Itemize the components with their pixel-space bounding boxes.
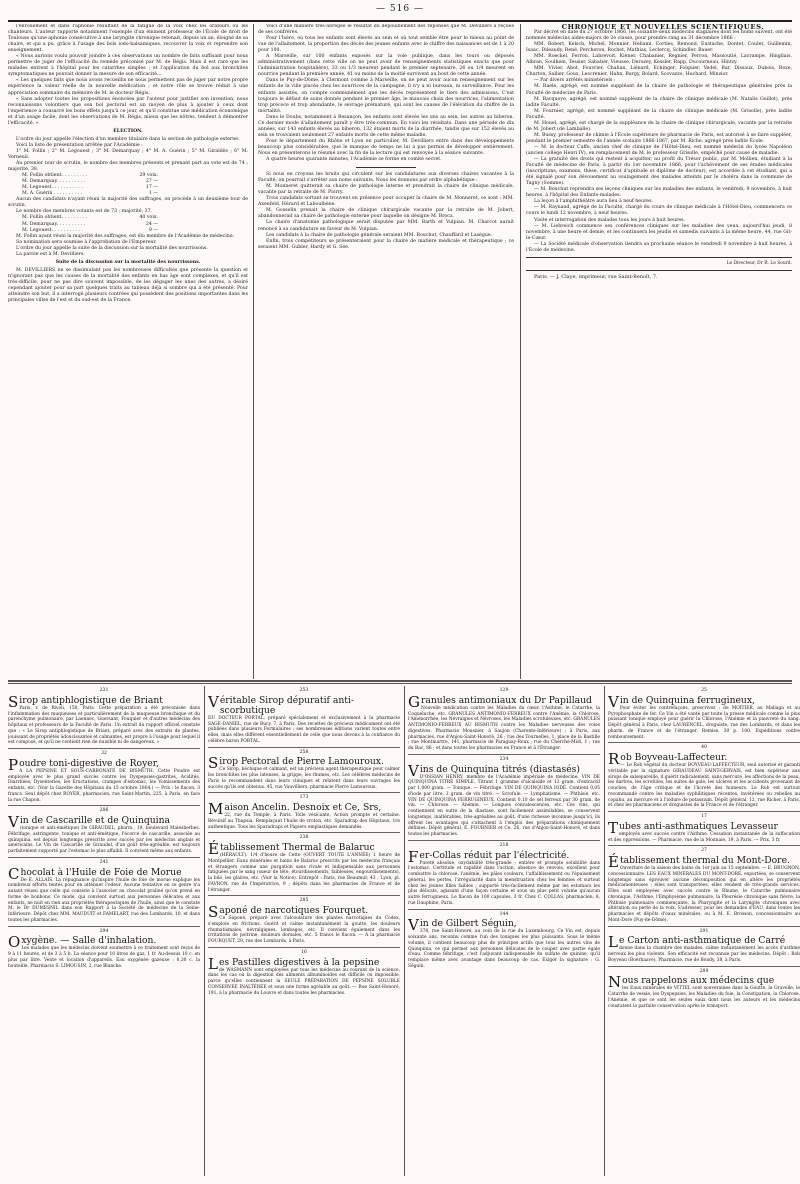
section-heading-discussion: Suite de la discussion sur la mortalité des nourrissons. — [55, 259, 201, 265]
signature-rule — [526, 257, 792, 258]
ad-divider — [8, 926, 200, 927]
ad-body: Paris, r. de Rivoli, 150, Paris. Cette préparation a été préconisée dans l'inflammation des muqueuses et particulièrement de la muqueuse bronchique et du parenchyme pulmonaire, par Laennec, Guersant, Fouquier et d'autres médecins des hôpitaux et professeurs de la Faculté de Paris. Un extrait du rapport officiel constate que : « Le Sirop antiphlogistique de Briant, préparé avec des extraits de plantes, jouissant de propriétés adoucissantes et calmantes, est propre à l'usage pour lequel il est composé, et qu'il ne contient rien de nuisible ni de dangereux. » — [8, 705, 200, 746]
ad-body: 22, rue du Temple, à Paris. Toile vésicante, Action prompte et certaine. Révulsif au Thapsia. Remplaçant l'huile de croton, etc. Sparadrap des Hôpitaux. 1re authentique. Tous les Sparadraps et Papiers emplastiques demandés. — [208, 813, 400, 830]
director-signature: Le Directeur, Dr R. Le Sourd. — [726, 260, 792, 266]
ad-body: Nouvelle médication contre les Maladies du cœur, l'Asthme, le Catarrhe, la Coqueluche, etc. GRANULES ANTIMONIO-FERREUX contre l'Anémie, la Chlorose, l'Aménorrhée, les Névralgies et Névroses, les Maladies scrofuleuses, etc. GRANULES ANTIMONIO-FERREUX AU BISMUTH contre les Maladies nerveuses des voies digestives. Pharmacie Mousnier, à Saujon (Charente-Inférieure) ; à Paris, aux pharmacies, rue d'Anjou-Saint-Honoré, 26 ; rue des Tournelles, 1, place de la Bastille ; rue Montmartre, 141, pharmacie de Paraguay-Roux ; rue du Cherche-Midi, 1 ; rue du Bac, 86 ; et dans toutes les pharmacies en France et à l'Étranger. — [408, 705, 600, 751]
paragraph: M. Fournier, agrégé, est nommé suppléant de la chaire de clinique médicale (M. Grisolle), près ladite Faculté. — [526, 108, 792, 120]
second-ballot-results — [8, 215, 248, 233]
paragraph: MM. Vivier, Abot, Fouvrier, Chalian, Liénard, Echinger, Folquier, Vedel, Bar, Dissaux, Dubois, Roze, Charton, Sallier, Goux, Lescrenier, Hahn, Bargy, Bolard, Scovazzo, Huchard, Minzior. — [526, 66, 792, 78]
paragraph: « Nous aurions voulu pouvoir joindre à ces observations un nombre de faits suffisant pour nous permettre de juger de l'efficacité du remède préconisé par M. de Régis. Mais il est rare que les malades entrent à l'hôpital pour les catarrhes simples ; et l'application du bol aux bronchites symptomatiques ne pouvait donner la mesure de son efficacité... — [8, 54, 248, 78]
chronicle-title: CHRONIQUE ET NOUVELLES SCIENTIFIQUES. — [561, 24, 765, 31]
advertisement — [608, 688, 800, 740]
paragraph: L'ordre du jour appelle la suite de la discussion sur la mortalité des nourrissons. — [16, 245, 208, 251]
ad-code: 32 — [101, 751, 107, 756]
advertisement — [608, 848, 800, 923]
paragraph: Sa nomination sera soumise à l'approbation de l'Empereur. — [16, 239, 157, 245]
paragraph: Par décret en date du 27 octobre 1866, les soixante-deux médecins stagiaires dont les noms suivent, ont été nommés médecins aides-majors de 2e classe, pour prendre rang au 31 décembre 1866 : — [526, 30, 792, 42]
ad-divider — [408, 840, 600, 841]
paragraph: Dans le Doubs, notamment à Besançon, les enfants sont élevés les uns au sein, les autres au biberon. Ce dernier mode d'allaitement paraît y être très-commun. En voici les résultats. Dans une période de dix années, sur 143 enfants élevés au biberon, 132 étaient morts de la diarrhée, tandis que sur 152 élevés au sein se trouvaient seulement 27 enfants morts de cette même maladie. — [258, 114, 514, 138]
paragraph: — M. Liebreich commence ses conférences cliniques sur les maladies des yeux, aujourd'hui jeudi, 8 novembre, à une heure et demie, et les continuera les jeudis et samedis suivants à la même heure, 44, rue Git-le-Cœur. — [526, 223, 792, 241]
ad-divider — [208, 832, 400, 833]
paragraph: — M. Raynaud, agrégé de la Faculté, chargé du cours de clinique médicale à l'Hôtel-Dieu, commencera ce cours le lundi 12 novembre, à neuf heures. — [526, 205, 792, 217]
ad-code: 17 — [701, 814, 707, 819]
candidate-name: M. Follin obtient. . . . . . . . . — [22, 173, 87, 179]
header-rule — [8, 20, 792, 22]
page-number: — 516 — — [376, 4, 424, 14]
candidate-name: M. Follin obtient. . . . . . . . . — [22, 215, 87, 221]
ad-column-3 — [408, 686, 600, 1176]
ad-code: 234 — [499, 756, 509, 762]
ad-title: Granules antimoniaux du Dr Papillaud — [408, 692, 592, 711]
paragraph: Si nous en croyons les bruits qui circulent sur les candidatures aux diverses chaires vacantes à la Faculté, on pourrait s'arrêter aux noms suivants. Nous les donnons par ordre alphabétique : — [258, 172, 514, 184]
ad-body: (HÉRAULT). 1/4 d'heure de Cette (OUVERT TOUTE L'ANNÉE) 1 heure de Montpellier. Eaux minérales et bains de Balaruc prescrits par les médecins français et étrangers comme une purgation sans rivale et indispensable aux personnes fatiguées par le sang (sueur de tête, étourdissements, faiblesses, engourdissements), la bile, les glaires, etc. (Voir la Notice). Entrepôt : Paris, rue Beaumur, 43 ; Lyon, pl. FAVRON, rue de l'Impératrice, 9 ; dépôts dans les pharmacies de France et de l'étranger. — [208, 853, 400, 893]
ad-divider — [608, 966, 800, 967]
advertisement — [608, 969, 800, 1010]
ad-column-1 — [8, 686, 200, 1176]
paragraph: Le nombre des membres votants est de 73 ; majorité, 37. — [16, 209, 153, 215]
ad-body: De E. ALLAIS. La répugnance qu'inspire l'huile de foie de morue explique les nombreux efforts tentés pour en atténuer l'odeur. Aucune tentative en ce genre n'a autant réussi que celle qui consiste à l'associer au chocolat praliné qu'on prend en forme de bonbons. Ce mode, qui convient surtout aux personnes délicates et aux enfants, ne nuit en rien aux propriétés thérapeutiques de l'huile, ainsi que le constate M. le Dr DUMESNIL dans son Rapport à la Société de médecine de la Seine-Inférieure. Dépôt chez MM. MAUDUIT et FAMELART, rue des Lombards, 10, et dans toutes les pharmacies. — [8, 877, 200, 923]
paragraph: Les candidats à la chaire de pathologie générale seraient MM. Bouchut, Chauffard et Lasègue. — [266, 232, 493, 238]
advertisement — [408, 688, 600, 752]
ad-divider — [208, 792, 400, 793]
advertisement — [8, 751, 200, 803]
paragraph: — M. le docteur Caffe, ancien chef de clinique de l'Hôtel-Dieu, est nommé médecin du lycée Napoléon (ancien collège Henri IV), en remplacement de M. le professeur Grisolle, empêché pour cause de maladie. — [526, 144, 792, 156]
vote-count: 17 — — [145, 185, 158, 191]
ad-title: Vin de Quinquina ferrugineux, — [608, 692, 755, 711]
column-divider — [520, 24, 521, 679]
ad-title: Vin de Gilbert Séguin, — [408, 916, 517, 935]
ad-column-4 — [608, 686, 800, 1176]
ad-divider — [208, 747, 400, 748]
ad-code: 40 — [701, 745, 707, 751]
paragraph: — La gratuité des droits qui restent à acquitter, au profit du Trésor public, par M. Mollien, étudiant à la Faculté de médecine de Paris, à partir du 1er novembre 1866, pour l'achèvement de ses études médicales (inscriptions, examens, thèse, certificat d'aptitude et diplôme de docteur), est accordée à cet étudiant, qui a été signalé pour son dévouement au soulagement des malades atteints par le choléra dans la commune de Tagny (Somme). — [526, 157, 792, 187]
advertisement — [208, 688, 400, 745]
ad-column-divider — [404, 686, 405, 1176]
paragraph: M. Monneret quitterait sa chaire de pathologie interne et prendrait la chaire de clinique médicale, vacante par la retraite de M. Piorry. — [258, 184, 514, 196]
article-column-1 — [8, 24, 248, 304]
ad-code: 285 — [299, 898, 309, 904]
ad-divider — [608, 926, 800, 927]
ad-code: 25 — [701, 688, 707, 693]
ad-title: Tubes anti-asthmatiques Levasseur — [608, 818, 778, 837]
ad-title: Véritable Sirop dépuratif anti-scorbutique — [208, 692, 354, 716]
ad-title: Les Pastilles digestives à la pepsine — [208, 954, 380, 973]
first-ballot-results — [8, 173, 248, 197]
ad-body: D'OSSIAN HENRY, membre de l'Académie impériale de médecine. VIN DE QUINQUINA TITRÉ SIMPLE. Titrant 1 gramme d'alcaloïde et 12 gram. d'extractif par 1,000 gram. — Tonique. — Fébrifuge. VIN DE QUINQUINA IODÉ. Contient 0,05 d'iode par litre, 2 gram. de vin titré. — Scrofule. — Lymphatisme. — Phthisie, etc. VIN DE QUINQUINA FERRUGINEUX. Contient 0,10 de sel ferreux par 30 gram. de vin. — Chlorose. — Anémie. — Longues convalescences, etc. Ces vins, qui contiennent en outre de la diastase, sont facilement assimilables, se conservent longtemps, inaltérables, très-agréables au goût, d'une richesse inconnue jusqu'ici, ils offrent les avantages qui s'attachent à l'emploi des préparations chimiquement définies. Dépôt général, E. FOURNIER et Ce, 26, rue d'Anjou-Saint-Honoré, et dans toutes les pharmacies. — [408, 774, 600, 837]
paragraph: M. Follin ayant réuni la majorité des suffrages, est élu membre de l'Académie de médecine. — [16, 233, 235, 239]
advertisement — [608, 745, 800, 809]
paragraph: Au premier tour de scrutin, le nombre des membres présents et prenant part au vote est de 74 ; majorité, 38. — [8, 161, 248, 173]
paragraph: 1° M. Follin ; 2° M. Legouest ; 3° M. Demarquay ; 4° M. A. Guérin ; 5° M. Giraldès ; 6° M. Verneuil. — [8, 148, 248, 160]
ad-body: Ce Saponé, préparé avec l'alcoolature des plantes narcotiques du Codex, s'emploie en frictions. Guérit et calme instantanément la goutte, les douleurs rhumatismales, névralgiques, lombagos, etc. Il convient également dans les irritations de poitrine, douleurs dorsales, etc. 5 francs le flacon. — A la pharmacie FOURQUET, 29, rue des Lombards, à Paris. — [208, 916, 400, 944]
candidate-name: M. Demarquay. . . . . . . . . . — [22, 221, 85, 227]
paragraph: Voici la liste de présentation arrêtée par l'Académie : — [16, 142, 143, 148]
ad-code: 291 — [699, 928, 709, 934]
ads-separator-thin — [8, 683, 792, 684]
printer-imprint: Paris. — J. Claye, imprimeur, rue Saint-Benoît, 7. — [534, 273, 658, 280]
ad-body: employés avec succès contre l'Asthme. Cessation instantanée de la suffocation et des oppressions. — Pharmacie, rue de la Monnaie, 19, à Paris. — Prix, 3 fr. — [608, 831, 800, 843]
ad-title: Vins de Quinquina titrés (diastasés) — [408, 761, 580, 780]
vote-count: 27 — — [145, 179, 158, 185]
ad-code: 144 — [499, 911, 509, 917]
paragraph: La chaire d'anatomie pathologique serait disputée par MM. Barth et Vulpian. M. Charcot aurait renoncé à sa candidature en faveur de M. Vulpian. — [258, 220, 514, 232]
ad-code: 173 — [299, 795, 309, 801]
ad-code: 253 — [299, 688, 309, 693]
ad-body: Pour éviter les contrefaçons, prescrivez : de MOITIER, au Maliaga et au Pyrophosphate de fer. Ce Vin a été vanté par toute la presse médicale comme le plus puissant tonique employé pour guérir la Chlorose, l'Anémie et la pauvreté du sang. Dépôt général à Paris, chez LAURENCEL, droguiste, rue des Lombards, et dans les pharm. de France et de l'étranger. Remise, 30 p. 100. Expéditions contre remboursement. — [608, 705, 800, 740]
advertisement — [208, 750, 400, 791]
ad-title: Vin de Cascarille et de Quinquina — [8, 813, 170, 831]
vote-count: 24 — — [145, 221, 158, 227]
paragraph: « Sans adopter toutes les propositions énoncées par l'auteur pour justifier son invention, nous reconnaissons volontiers que son bol pectoral est un moyen de plus à ajouter à ceux dont l'expérience a consacré les bons effets jusqu'à ce jour, et qu'il constitue une médication économique et d'un usage facile, dont les observations de M. Régis, mieux que les nôtres, tendent à démontrer l'efficacité. » — [8, 96, 248, 126]
ad-body: DU DOCTEUR PORTAL, préparé spécialement et exclusivement à la pharmacie SAGE-DANIEL, rue de Bucy, 7, à Paris. Des recettes de précieux médicament ont été publiées dans plusieurs Formulaires ; ses nombreuses éditions varient toutes entre elles, mais elles diffèrent essentiellement de celle que nous devons à la confiance du célèbre baron PORTAL. — [208, 715, 400, 744]
advertisement — [208, 795, 400, 830]
ad-code: 241 — [99, 859, 109, 865]
ad-column-divider — [604, 686, 605, 1176]
paragraph: — M. Bouchut reprendra ses leçons cliniques sur les maladies des enfants, le vendredi, 9 novembre, à huit heures, à l'hôpital des Enfants-malades. — [526, 187, 792, 199]
ad-title: Saponé de narcotiques Fourquet. — [208, 903, 369, 921]
paragraph: A Marseille, sur 100 enfants exposés sur la voie publique, dans les tours ou déposés administrativement (dans cette ville on ne peut avoir de renseignements statistiques exacts que pour l'administration hospitalière), 33 ou 1/3 meurent pendant le premier septenaire, 26 ou 1/4 meurent en nourrice pendant la première année, 41 ou moins de la moitié survivent au bout de cette année. — [258, 54, 514, 78]
paragraph: La leçon à l'amphithéâtre aura lieu à neuf heures. — [534, 199, 653, 205]
ad-divider — [608, 742, 800, 743]
paragraph: Enfin, trois compétiteurs se présenteraient pour la chaire de matière médicale et thérapeutique ; ce seraient MM. Gubler, Hardy et G. Sée. — [258, 238, 514, 250]
ad-title: Nous rappelons aux médecins que — [608, 973, 775, 992]
advertisement-section — [8, 686, 800, 1176]
ad-divider — [408, 754, 600, 755]
ad-code: 258 — [299, 749, 309, 755]
paragraph: M. Raele, agrégé, est nommé suppléant de la chaire de pathologie et thérapeutique générales près la Faculté de médecine de Paris. — [526, 84, 792, 96]
ads-separator — [8, 680, 792, 682]
ad-body: donne dans la chambre des malades, calme instantanément les accès d'asthme nerveux les plus violents. Son efficacité est reconnue par les médecins. Dépôt : Rob Boyveau (Boerhaave), Pharmacie, rue de Bondy, 38, à Paris. — [608, 946, 800, 963]
advertisement — [208, 835, 400, 893]
ad-code: 294 — [99, 928, 109, 934]
ad-title: Établissement thermal du Mont-Dore. — [608, 853, 790, 871]
candidate-name: M. Demarquay. . . . . . . . . . — [22, 179, 85, 185]
paragraph: Trois candidats sortant se trouvent en présence pour occuper la chaire de M. Monneret, ce sont : MM. Axenfeld, Hérard et Laboulbène. — [258, 196, 514, 208]
advertisement — [408, 843, 600, 907]
ad-code: 238 — [299, 835, 309, 841]
column-divider — [253, 24, 254, 679]
ad-body: les Eaux minérales de VITTEL sont souveraines dans la Goutte, la Gravelle, le Catarrhe de vessie, les Dyspepsies, les Maladies du foie, la Constipation, la Chlorose, l'Anémie, et que ce sont les seules eaux dont nous les auteurs et les médecins constatent la parfaite conservation après le transport. — [608, 986, 800, 1009]
ad-divider — [408, 909, 600, 910]
paragraph: Visite et interrogation des malades tous les jours à huit heures. — [534, 217, 686, 223]
paragraph: M. Houel, agrégé, est chargé de la suppléance de la chaire de clinique chirurgicale, vacante par la retraite de M. Jobert (de Lamballe). — [526, 120, 792, 132]
paragraph: M. Bussy, professeur de chimie à l'École supérieure de pharmacie de Paris, est autorisé à se faire suppléer, pendant le premier semestre de l'année scolaire 1866-1867, par M. Riche, agrégé près ladite École. — [526, 132, 792, 144]
paragraph: — La Société médicale d'observation tiendra sa prochaine séance le vendredi 9 novembre à huit heures, à l'École de médecine. — [526, 241, 792, 253]
paragraph: l'enrouement et dans l'aphonie résultant de la fatigue de la voix chez les orateurs ou les chanteurs. L'auteur rapporte notamment l'exemple d'un éminent professeur de l'École de droit de Toulouse qu'une aphonie consécutive à une laryngite chronique retenait, depuis un an, éloigné de sa chaire, et qui a pu, grâce à l'usage des bols iodo-balsamiques, recouvrer la voix et reprendre son enseignement. — [8, 24, 248, 54]
paragraph: M. DEVILLIERS ne se dissimulant pas les nombreuses difficultés que présente la question et n'ignorant pas que les causes de la mortalité des enfants en bas âge sont complexes, et qu'il est très-difficile, pour ne pas dire souvent impossible, de les dégager les unes des autres, a désiré cependant ajouter pour sa part quelques traits au tableau déjà si sombre qui a été présenté. Pour atteindre son but, il a interrogé plusieurs contrées qui possèdent des positions importantes dans les principales villes de l'est et du sud-est de la France. — [8, 267, 248, 304]
advertisement — [408, 912, 600, 970]
paragraph: MM. Roeckel, Ferron, Labrevoit, Kiener, Chabanier, Regnier, Perron, Massoutié, Lacrampe, Hingilais, Albran, Soulhem, Tessier, Sabatier, Vieusse, Derozey, Kessler, Rapp, Ducourneau, Hintzy. — [526, 54, 792, 66]
paragraph: MM. Robert, Kelsch, Michel, Monnier, Heliami, Corties, Remond, Eustache, Dontet, Coulet, Guillemin, Isaac, Dileaudy, René, Percheron, Rochet, Mathias, Leclercq, Schindler, Bauer. — [526, 42, 792, 54]
paragraph: L'ordre du jour appelle l'élection d'un membre titulaire dans la section de pathologie externe. — [16, 136, 240, 142]
article-column-2 — [258, 24, 514, 251]
advertisement — [608, 814, 800, 843]
ad-code: 231 — [99, 688, 109, 693]
ad-divider — [608, 811, 800, 812]
ad-body: 378, rue Saint-Honoré, au coin de la rue du Luxembourg. Ce Vin est, depuis soixante ans, reconnu comme l'un des toniques les plus puissants. Sous le même volume, il contient beaucoup plus de principes actifs que tous les autres vins de Quinquina, ce qui permet aux personnes délicates de le couper avec partie égale d'eau. Comme fébrifuge, c'est l'adjuvant indispensable du sulfate de quinine, qu'il remplace même avec avantage dans beaucoup de cas. Exiger la signature : G. Séguin. — [408, 929, 600, 969]
ad-divider — [8, 805, 200, 806]
ad-title: Poudre toni-digestive de Royer, — [8, 755, 160, 774]
advertisement — [8, 860, 200, 924]
ad-divider — [608, 845, 800, 846]
advertisement — [208, 898, 400, 945]
ad-code: 16 — [301, 949, 307, 955]
advertisement — [408, 757, 600, 838]
advertisement — [8, 929, 200, 970]
ad-divider — [8, 857, 200, 858]
paragraph: Pour le département du Rhône et Lyon en particulier, M. Devilliers entre dans des développements beaucoup plus considérables, que le manque de temps ne lui a pas permis de développer entièrement. Nous en présenterons le résumé avec la fin de la lecture qui est renvoyée à la séance suivante. — [258, 138, 514, 156]
paragraph: M. Bacquoye, agrégé, est nommé suppléant de la chaire de clinique médicale (M. Natalis Guillot), près ladite Faculté. — [526, 96, 792, 108]
article-column-3 — [526, 24, 792, 280]
vote-count: 29 voix. — [139, 173, 158, 179]
ad-body: (tonique et anti-émétique) De GIRAUDEL, pharm., 19, boulevard Malesherbes. Fébrifuge, astringente, tonique et anti-émétique, l'écorce de cascarille, associée au quinquina, est depuis longtemps prescrite avec succès par les médecins anglais et américains. Le Vin de Cascarille de Giraudel, d'un goût très-agréable, est toujours parfaitement supporté par l'estomac le plus affaibli. Il convient même aux enfants. — [8, 826, 200, 854]
ad-body: Ce Sirop, béchique et calmant, est un précieux agent thérapeutique pour calmer les bronchites les plus intenses, la grippe, les rhumes, etc. Les célèbres médecins de Paris le recommandent dans leurs cliniques et relatent dans leurs ouvrages les succès qu'ils ont obtenus. 45, rue Vauvilliers, pharmacie Pierre Lamouroux. — [208, 767, 400, 790]
vote-count: 40 voix. — [139, 215, 158, 221]
ad-body: — Le Rob végétal du docteur BOYVEAU-LAFFECTEUR, seul autorisé et garanti véritable par la signature GIRAUDEAU SAINT-GERVAIS, est bien supérieur aux sirops de salsepareille, il guérit radicalement, sans mercure, les affections de la peau, les dartres, les scrofules, les suites de gale, les ulcères et les accidents provenant de couches, de l'âge critique et de l'âcreté des humeurs. Le Rob est surtout recommandé contre les maladies syphilitiques récentes, invétérées ou rebelles au copahu, au mercure et à l'iodure de potassium. Dépôt général, 12, rue Richer, à Paris, et chez les pharmaciens et droguistes de la France et de l'étranger. — [608, 763, 800, 809]
ad-code: 286 — [99, 808, 109, 814]
ad-title: Rob Boyveau-Laffecteur. — [608, 750, 728, 768]
ad-title: Sirop Pectoral de Pierre Lamouroux. — [208, 754, 384, 773]
candidate-name: M. A. Guérin . . . . . . . . . . — [22, 191, 83, 197]
imprint-rule — [526, 270, 792, 271]
paragraph: — Par divers arrêtés ministériels : — [534, 78, 616, 84]
section-separator — [356, 167, 416, 168]
paragraph: Voici d'une manière très-abrégée le résultat du dépouillement des réponses que M. Devilliers a reçues de ses confrères. — [258, 24, 514, 36]
ad-body: Les malades que les médecins doivent soumettre à ce traitement sont reçus de 9 à 11 heures, et de 3 à 5 h. La séance pour 10 litres de gaz, 1 fr. Au-dessus 10 c. en plus par litre. Vente et location d'appareils. Eau oxygénée gazeuse : 0,30 c. la bouteille. Pharmacie S. LIMOUSIN, 2, rue Blanche. — [8, 946, 200, 969]
ad-divider — [8, 748, 200, 749]
paragraph: Aucun des candidats n'ayant réuni la majorité des suffrages, on procède à un deuxième tour de scrutin. — [8, 197, 248, 209]
advertisement — [608, 929, 800, 964]
advertisement — [8, 808, 200, 855]
advertisement — [8, 688, 200, 746]
ad-body: Pureté absolue, oxydabilité très-grande ; entière et prompte solubilité dans l'estomac. Certitude et rapidité dans l'action, absence de renvois, excellent pour combattre la chlorose, l'anémie, les pâles couleurs, l'affaiblissement ou l'épuisement général, les pertes, l'irrégularité dans la menstruation chez les femmes et surtout chez les jeunes filles faibles ; supporté très-facilement même par les estomacs les plus délicats, agissant d'une façon certaine et sous un plus petit volume qu'aucun autre ferrugineux. Le flacon de 100 capsules, 3 fr. Chez C. COLLAS, pharmacien, 8, rue Dauphine, Paris. — [408, 860, 600, 906]
ad-code: 289 — [699, 968, 709, 974]
candidate-name: M. Legouest. . . . . . . . . . . — [22, 227, 83, 233]
ad-title: Oxygène. — Salle d'inhalation. — [8, 933, 157, 952]
ad-divider — [208, 947, 400, 948]
paragraph: M. Gosselin prenait la chaire de clinique chirurgicale vacante par la retraite de M. Jobert, abandonnerait sa chaire de pathologie externe pour laquelle on désigne M. Broca. — [258, 208, 514, 220]
vote-count: 9 — — [148, 227, 158, 233]
paragraph: Pour l'Isère, où tous les enfants sont élevés au sein et où tout semble être pour le mieux au point de vue de l'allaitement, la proportion des décès des jeunes enfants avec le chiffre des naissances est de 1 à 20 pour 100. — [258, 36, 514, 54]
paragraph: Dans le Puy-de-Dôme, à Clermont comme à Marseille, on ne peut avoir aucun renseignement sur les enfants de la ville placés chez les nourrices de la campagne, il n'y a ni bureaux, ni surveillance. Pour les enfants assistés, on compte communément que les décès représentent le tiers des admissions. C'est toujours le défaut de soins donnés pendant le premier âge, le mauvais choix des nourrices, l'alimentation trop précoce et trop abondante, le sevrage prématuré, qui sont les causes de l'élévation du chiffre de la mortalité. — [258, 78, 514, 114]
ad-title: Fer-Collas réduit par l'électricité. — [408, 847, 570, 866]
ad-column-divider — [204, 686, 205, 1176]
ad-code: 129 — [499, 688, 509, 693]
advertisement — [208, 950, 400, 997]
section-heading-election: ÉLECTION. — [113, 128, 143, 134]
ad-column-2 — [208, 686, 400, 1176]
ad-title: Sirop antiphlogistique de Briant — [8, 692, 163, 711]
vote-count: 1 — — [148, 191, 158, 197]
paragraph: A quatre heures quarante minutes, l'Académie se forme en comité secret. — [266, 157, 442, 163]
ad-body: Ouverture de la saison des bains du 1er juin au 15 septembre. — E. BRUGNON, concessionnaire. LES EAUX MINÉRALES DU MONT-DORE, exportées, se conservent longtemps sans éprouver aucune décomposition qui en altère les propriétés médicamenteuses ; elles sont transportées, elles rendent de très-grands services. Elles sont employées avec succès contre le Rhume, le Catarrhe pulmonaire chronique, l'Asthme, l'Emphysème pulmonaire, la Pleurésie chronique sans fièvre, la Phthisie pulmonaire commençante, la Pharyngite et la Laryngite chroniques avec altération ou perte de la voix. S'adresser, pour les demandes d'EAU, dans toutes les pharmacies et dépôts d'eaux minérales, ou à M. E. Brosson, concessionnaire au Mont-Dore (Puy-de-Dôme). — [608, 866, 800, 923]
paragraph: La parole est à M. Devilliers. — [16, 251, 85, 257]
ad-code: 218 — [499, 842, 509, 848]
ad-title: Établissement Thermal de Balaruc — [208, 840, 375, 858]
ad-title: Chocolat à l'Huile de Foie de Morue — [8, 864, 182, 883]
ad-divider — [208, 895, 400, 896]
paragraph: « Les quelques faits que nous avons recueillis ne nous permettent pas de juger par notre propre expérience la valeur réelle de la nouvelle médication ; et notre rôle se trouve réduit à une appréciation sommaire du mémoire de M. le docteur Régis. — [8, 78, 248, 96]
ad-title: Le Carton anti-asthmatique de Carré — [608, 933, 786, 952]
ad-code: 27 — [701, 848, 707, 854]
ad-body: A LA PEPSINE ET SOUS-CARBONATE DE BISMUTH. Cette Poudre est employée avec le plus grand succès contre les Dyspepsies-gastrites, Acidités, Diarrhées, Dysenteries, les Éructations, crampes d'estomac, les Vomissements des enfants, etc. (Voir la Gazette des Hôpitaux du 15 octobre 1864.) — Prix : le flacon, 3 francs. Seul dépôt chez ROYER, pharmacien, rue Saint-Martin, 225, à Paris, en face la rue Chapon. — [8, 768, 200, 803]
ad-body: de WASMANN sont employées par tous les médecins au courant de la science, dans les cas où la digestion des aliments albuminoïdes est difficile ou impossible, parce qu'elles contiennent la SEULE PRÉPARATION DE PEPSINE SOLUBLE CONSERVÉE INALTÉRÉE et sous une forme agréable au goût. — Rue Saint-Honoré, 191, à la pharmacie du Louvre et dans toutes les pharmacies. — [208, 967, 400, 996]
candidate-name: M. Legouest. . . . . . . . . . . — [22, 185, 83, 191]
ad-title: Maison Ancelin. Desnoix et Ce, Srs, — [208, 800, 382, 818]
